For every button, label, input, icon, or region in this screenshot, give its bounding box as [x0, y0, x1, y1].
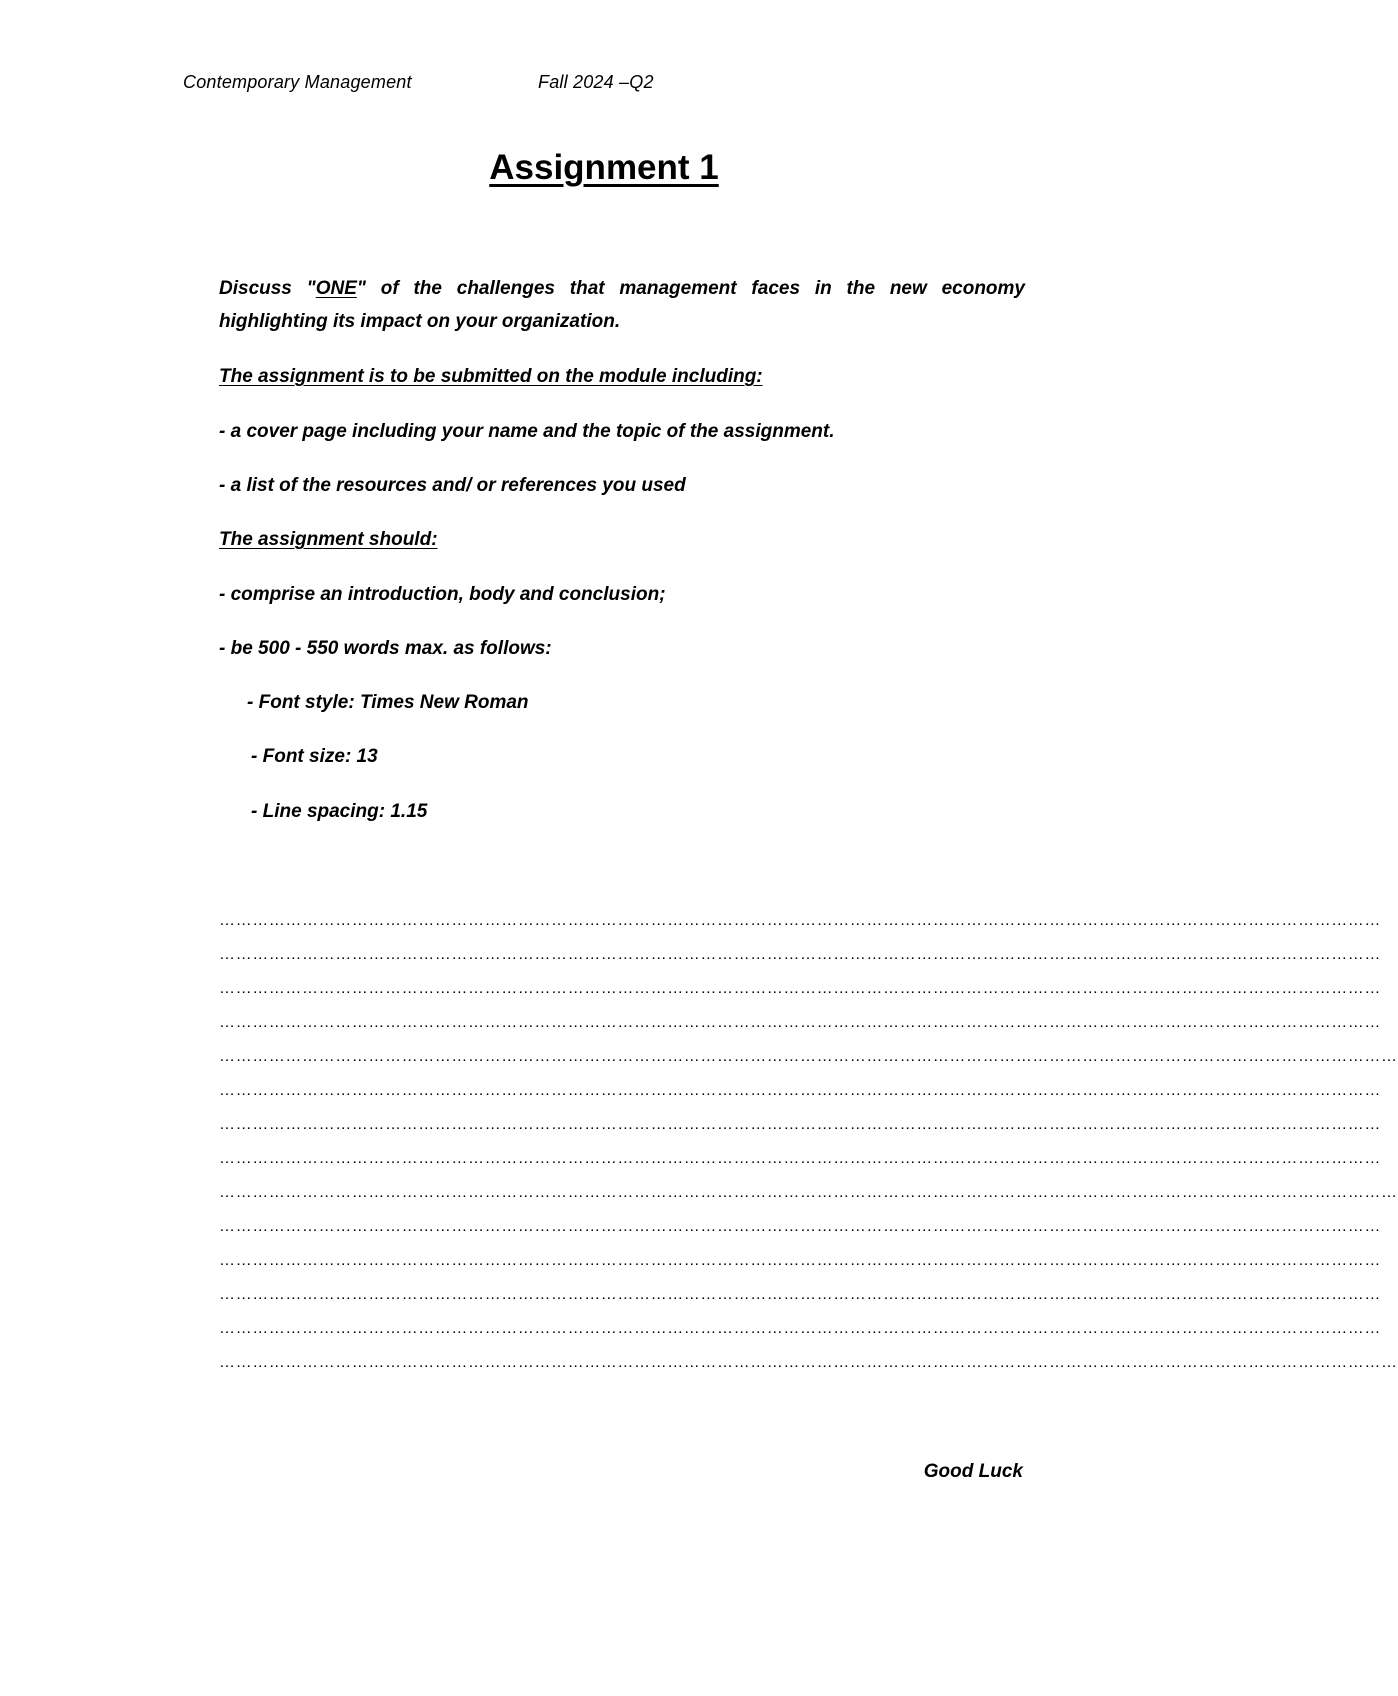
answer-line: …………………………………………………………………………………………………………………………………………………………………………………………	[219, 912, 1381, 929]
term-header: Fall 2024 –Q2	[538, 72, 654, 92]
answer-line: ……………………………………………………………………………………………………………………………………………………………………………………………	[219, 1184, 1398, 1201]
course-header: Contemporary Management	[183, 72, 412, 92]
answer-line: …………………………………………………………………………………………………………………………………………………………………………………………	[219, 946, 1381, 963]
submission-item: - a cover page including your name and the topic of the assignment.	[219, 421, 835, 442]
answer-line: …………………………………………………………………………………………………………………………………………………………………………………………	[219, 1252, 1381, 1269]
requirements-item: - be 500 - 550 words max. as follows:	[219, 638, 552, 659]
answer-line: …………………………………………………………………………………………………………………………………………………………………………………………	[219, 1218, 1381, 1235]
answer-line: …………………………………………………………………………………………………………………………………………………………………………………………	[219, 1286, 1381, 1303]
submission-heading: The assignment is to be submitted on the module including:	[219, 366, 763, 387]
submission-item: - a list of the resources and/ or references you used	[219, 475, 686, 496]
answer-line: …………………………………………………………………………………………………………………………………………………………………………………………	[219, 1116, 1381, 1133]
format-item: - Line spacing: 1.15	[251, 801, 428, 822]
format-item: - Font size: 13	[251, 746, 378, 767]
answer-line: …………………………………………………………………………………………………………………………………………………………………………………………	[219, 980, 1381, 997]
closing-text: Good Luck	[923, 1461, 1023, 1482]
prompt-before: Discuss "	[219, 278, 316, 299]
assignment-prompt	[219, 272, 1025, 338]
answer-line: …………………………………………………………………………………………………………………………………………………………………………………………	[219, 1320, 1381, 1337]
answer-line: …………………………………………………………………………………………………………………………………………………………………………………………	[219, 1082, 1381, 1099]
requirements-heading: The assignment should:	[219, 529, 438, 550]
answer-line: …………………………………………………………………………………………………………………………………………………………………………………………	[219, 1150, 1381, 1167]
requirements-item: - comprise an introduction, body and conclusion;	[219, 584, 666, 605]
prompt-after: " of the challenges that management faces in the new economy highlighting its impact on your organization.	[219, 278, 1025, 332]
answer-line: ……………………………………………………………………………………………………………………………………………………………………………………………	[219, 1354, 1398, 1371]
format-item: - Font style: Times New Roman	[247, 692, 529, 713]
answer-line: …………………………………………………………………………………………………………………………………………………………………………………………	[219, 1014, 1381, 1031]
page-title	[0, 148, 1200, 188]
title-text: Assignment 1	[489, 148, 719, 187]
answer-line: ……………………………………………………………………………………………………………………………………………………………………………………………	[219, 1048, 1398, 1065]
prompt-emphasis: ONE	[315, 278, 357, 299]
